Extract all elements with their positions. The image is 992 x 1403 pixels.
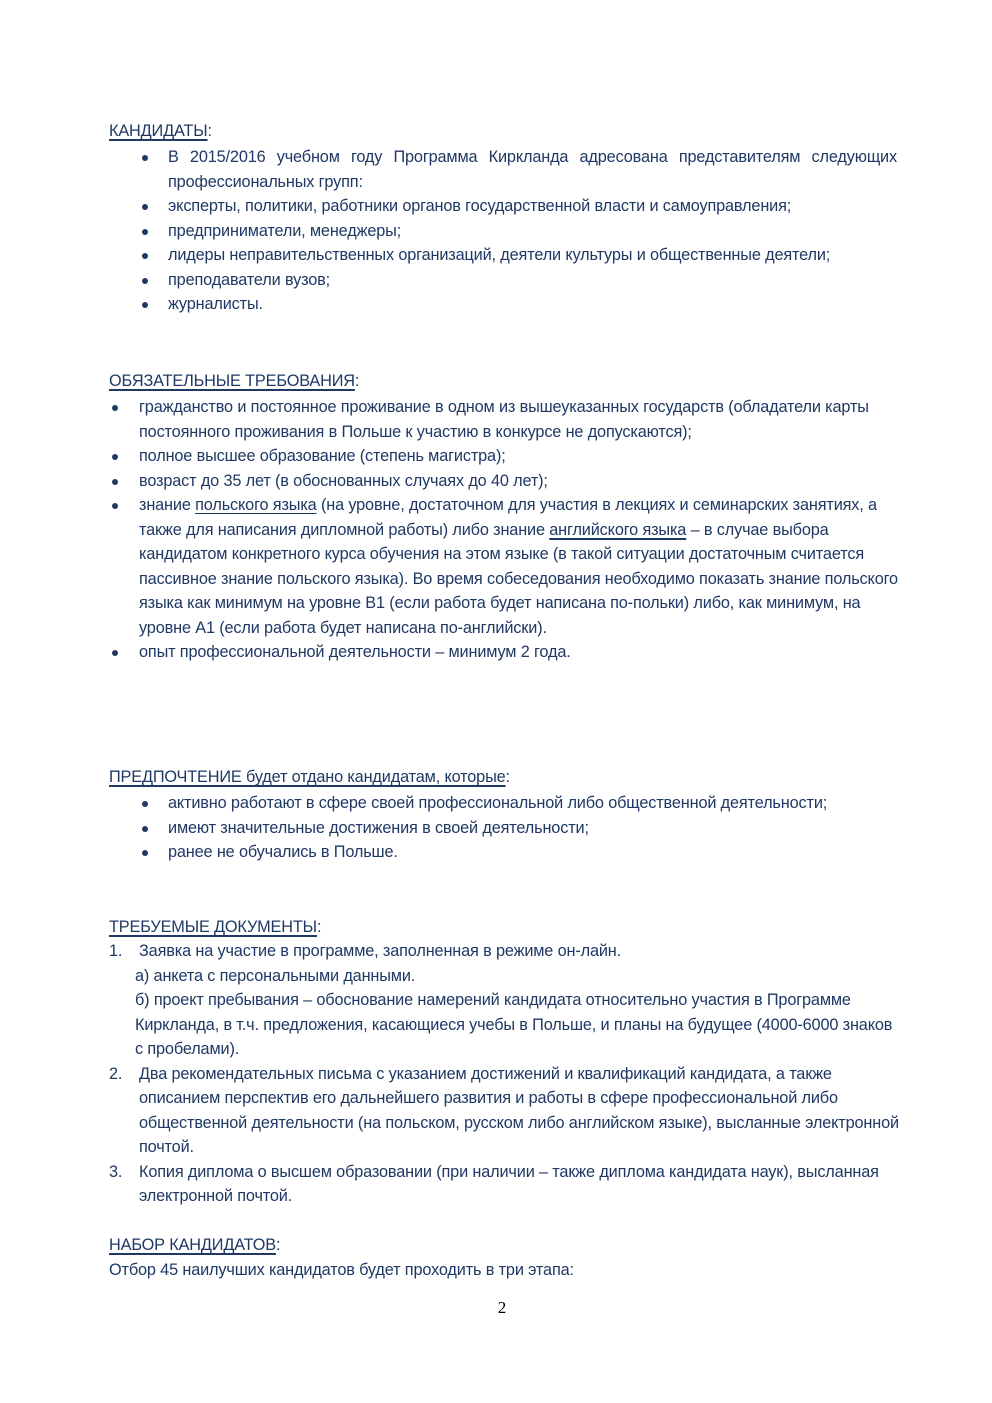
bullet-icon [112,479,118,485]
bullet-icon [112,650,118,656]
list-item: журналисты. [139,292,897,317]
page-number: 2 [497,1298,507,1317]
bullet-icon [112,405,118,411]
selection-text: Отбор 45 наилучших кандидатов будет проходить в три этапа: [109,1261,574,1279]
list-item: 2. Два рекомендательных письма с указанием достижений и квалификаций кандидата, а также описанием перспектив его дальнейшего развития и работы в сфере профессиональной либо общественной деятельности (на польском, русском либо английском языке), высланные электронной почтой. [109,1064,899,1156]
list-item: полное высшее образование (степень магистра); [109,444,899,469]
candidates-heading-title: КАНДИДАТЫ [109,122,208,140]
bullet-icon [142,253,148,259]
bullet-icon [142,850,148,856]
bullet-icon [142,204,148,210]
list-item: гражданство и постоянное проживание в одном из вышеуказанных государств (обладатели карты постоянного проживания в Польше к участию в конкурсе не допускаются); [109,395,899,444]
list-item-language: знание польского языка (на уровне, достаточном для участия в лекциях и семинарских занятиях, а также для написания дипломной работы) либо знание английского языка – в случае выбора кандидатом конкретного курса обучения на этом языке (в такой ситуации достаточным считается пассивное знание польского языка). Во время собеседования необходимо показать знание польского языка как минимум на уровне B1 (если работа будет написана по-польки) либо, как минимум, на уровне A1 (если работа будет написана по-английски). [109,493,899,640]
preference-list [139,791,897,865]
bullet-icon [142,826,148,832]
list-item: ранее не обучались в Польше. [139,840,897,865]
candidates-list [139,145,897,317]
bullet-icon [142,302,148,308]
requirements-heading: ОБЯЗАТЕЛЬНЫЕ ТРЕБОВАНИЯ: [109,372,360,390]
bullet-icon [142,801,148,807]
requirements-list [109,395,899,665]
candidates-heading: КАНДИДАТЫ: [109,122,212,140]
bullet-icon [112,454,118,460]
preference-heading-title: ПРЕДПОЧТЕНИЕ будет отдано кандидатам, которые [109,768,506,786]
sub-item-b: б) проект пребывания – обоснование намерений кандидата относительно участия в Программе Киркланда, в т.ч. предложения, касающиеся учебы в Польше, и планы на будущее (4000-6000 знаков с пробелами). [135,991,893,1058]
documents-heading-title: ТРЕБУЕМЫЕ ДОКУМЕНТЫ [109,918,317,936]
documents-heading: ТРЕБУЕМЫЕ ДОКУМЕНТЫ: [109,918,322,936]
bullet-icon [142,229,148,235]
list-item: 3. Копия диплома о высшем образовании (при наличии – также диплома кандидата наук), высланная электронной почтой. [109,1162,879,1205]
polish-language-link[interactable]: польского языка [195,496,317,514]
bullet-icon [142,155,148,161]
list-item: лидеры неправительственных организаций, деятели культуры и общественные деятели; [139,243,897,268]
list-item: эксперты, политики, работники органов государственной власти и самоуправления; [139,194,897,219]
selection-heading: НАБОР КАНДИДАТОВ: [109,1236,281,1254]
list-item: активно работают в сфере своей профессиональной либо общественной деятельности; [139,791,897,816]
list-item: преподаватели вузов; [139,268,897,293]
documents-list [109,939,899,1209]
sub-item-a: а) анкета с персональными данными. [135,966,416,985]
list-item: возраст до 35 лет (в обоснованных случаях до 40 лет); [109,469,899,494]
list-item: 1. Заявка на участие в программе, заполненная в режиме он-лайн. а) анкета с персональными данными. б) проект пребывания – обоснование намерений кандидата относительно участия в Программе Киркланда, в т.ч. предложения, касающиеся учебы в Польше, и планы на будущее (4000-6000 знаков с пробелами). [109,939,899,1062]
list-item: В 2015/2016 учебном году Программа Киркланда адресована представителям следующих профессиональных групп: [139,145,897,194]
list-item: имеют значительные достижения в своей деятельности; [139,816,897,841]
preference-heading: ПРЕДПОЧТЕНИЕ будет отдано кандидатам, которые: [109,768,510,786]
list-item: опыт профессиональной деятельности – минимум 2 года. [109,640,899,665]
english-language-link[interactable]: английского языка [549,520,687,539]
requirements-heading-title: ОБЯЗАТЕЛЬНЫЕ ТРЕБОВАНИЯ [109,372,355,390]
bullet-icon [142,278,148,284]
list-item: предприниматели, менеджеры; [139,219,897,244]
bullet-icon [112,503,118,509]
selection-heading-title: НАБОР КАНДИДАТОВ [109,1236,276,1254]
